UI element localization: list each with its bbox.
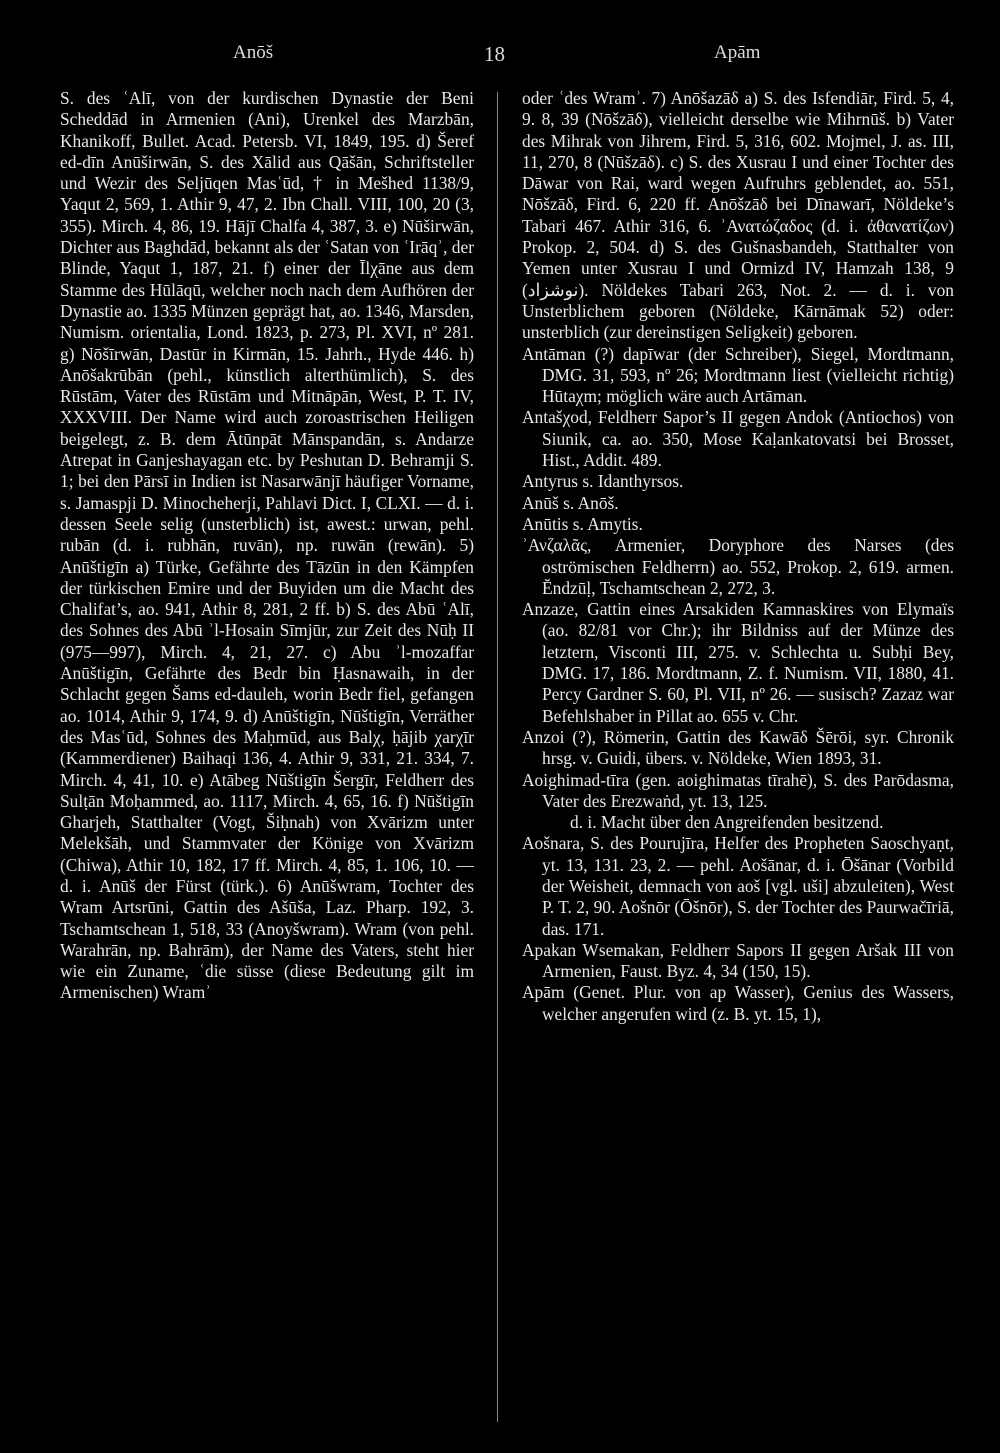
entry-antashxod: Antašχod, Feldherr Sapor’s II gegen Andok (Antiochos) von Siunik, ca. ao. 350, Mose Kaḷankatovatsi bei Brosset, Hist., Addit. 489. — [522, 407, 954, 471]
entry-apam: Apām (Genet. Plur. von ap Wasser), Genius des Wassers, welcher angerufen wird (z. B. yt. 15, 1), — [522, 982, 954, 1024]
entry-apakan-wsemakan: Apakan Wsemakan, Feldherr Sapors II gegen Aršak III von Armenien, Faust. Byz. 4, 34 (150, 15). — [522, 939, 954, 982]
entry-anzoi: Anzoi (?), Römerin, Gattin des Kawāδ Šērōi, syr. Chronik hrsg. v. Guidi, übers. v. Nöldeke, Wien 1893, 31. — [522, 726, 954, 769]
entry-anzaze: Anzaze, Gattin eines Arsakiden Kamnaskires von Elymaïs (ao. 82/81 vor Chr.); ihr Bildniss auf der Münze des letztern, Visconti III, 275. v. Schlechta u. Subḥi Bey, DMG. 17, 186. Mordtmann, Z. f. Numism. VII, 1880, 41. Percy Gardner S. 60, Pl. VII, nº 26. — susisch? Zazaz war Befehlshaber in Pillat ao. 655 v. Chr. — [522, 599, 954, 726]
entry-aoighimad-tira-main: Aoighimad-tīra (gen. aoighimatas tīrahē), S. des Parōdasma, Vater des Erezwaṅd, yt. 13, 125. — [522, 769, 954, 811]
entry-anus: Anūš s. Anōš. — [522, 492, 619, 513]
entry-anzalas: ʾΑνζαλᾶς, Armenier, Doryphore des Narses (des oströmischen Feldherrn) ao. 552, Prokop. 2, 619. armen. Ĕndzūḷ, Tschamtschean 2, 272, 3. — [522, 535, 954, 598]
left-column — [60, 88, 474, 1004]
left-column-text: S. des ʿAlī, von der kurdischen Dynastie der Beni Scheddād in Armenien (Ani), Urenkel des Marzbān, Khanikoff, Bullet. Acad. Petersb. VI, 1849, 195. d) Šeref ed-dīn Anūširwān, S. des Xālid aus Qāšān, Schriftsteller und Wezir des Seljūqen Masʿūd, † in Mešhed 1138/9, Yaqut 2, 569, 1. Athir 9, 47, 2. Ibn Chall. VIII, 100, 20 (3, 355). Mirch. 4, 86, 19. Hājī Chalfa 4, 387, 3. e) Nūširwān, Dichter aus Baghdād, bekannt als der ʿSatan von ʿIrāqʾ, der Blinde, Yaqut 1, 187, 21. f) einer der Īlχāne aus dem Stamme des Hūlāqū, welcher noch nach dem Aufhören der Dynastie ao. 1335 Münzen geprägt hat, ao. 1346, Marsden, Numism. orientalia, Lond. 1823, p. 273, Pl. XVI, nº 281. g) Nōšīrwān, Dastūr in Kirmān, 15. Jahrh., Hyde 446. h) Anōšakrūbān (pehl., künstlich alterthümlich), S. des Rūstām, Vater des Rūstām und Mitnāpān, West, P. T. IV, XXXVIII. Der Name wird auch zoroastrischen Heiligen beigelegt, z. B. dem Ātūnpāt Mānspandān, s. Andarze Atrepat in Ganjeshayagan etc. by Peshutan D. Behramji S. 1; bei den Pārsī in Indien ist Nasarwānjī häufiger Vorname, s. Jamaspji D. Minocheherji, Pahlavi Dict. I, CLXI. — d. i. dessen Seele selig (unsterblich) ist, awest.: urwan, pehl. rubān (d. i. rubhān, ruvān), np. ruwān (rewān). 5) Anūštigīn a) Türke, Gefährte des Tāzūn in den Kämpfen der türkischen Emire und der Buyiden um die Macht des Chalifat’s, ao. 941, Athir 8, 281, 2 ff. b) S. des Abū ʿAlī, des Sohnes des Abū ʾl-Hosain Sīmjūr, zur Zeit des Nūḥ II (975—997), Mirch. 4, 21, 27. c) Abu ʾl-mozaffar Anūštigīn, Gefährte des Bedr bin Ḥasnawaih, in der Schlacht gegen Šams ed-dauleh, worin Bedr fiel, gefangen ao. 1014, Athir 9, 174, 9. d) Anūštigīn, Nūštigīn, Verräther des Masʿūd, Sohnes des Maḥmūd, aus Balχ, ḥājib χarχīr (Kammerdiener) Baihaqi 136, 4. Athir 9, 331, 21. 334, 7. Mirch. 4, 41, 10. e) Atābeg Nūštigīn Šergīr, Feldherr des Sulṭān Moḥammed, ao. 1117, Mirch. 4, 65, 16. f) Nūštigīn Gharjeh, Statthalter (Vogt, Šiḥnah) von Xvārizm unter Melekšāh, und Stammvater der Könige von Xvārizm (Chiwa), Athir 10, 182, 17 ff. Mirch. 4, 85, 1. 106, 10. — d. i. Anūš der Fürst (türk.). 6) Anūšwram, Tochter des Wram Artsrūni, Gattin des Ašūša, Laz. Pharp. 192, 3. Tschamtschean 1, 518, 33 (Anoyšwram). Wram (von pehl. Warahrān, np. Bahrām), der Name des Vaters, steht hier wie ein Zuname, ʿdie süsse (diese Bedeutung gilt im Armenischen) Wramʾ — [60, 88, 474, 1003]
column-divider — [497, 92, 498, 1422]
header-right-catchword: Apām — [714, 42, 761, 63]
header-left-catchword: Anōš — [233, 42, 274, 63]
entry-anutis: Anūtis s. Amytis. — [522, 513, 643, 534]
entry-antaman: Antāman (?) dapīwar (der Schreiber), Siegel, Mordtmann, DMG. 31, 593, nº 26; Mordtmann liest (vielleicht richtig) Hūtaχm; möglich wäre auch Artāman. — [522, 343, 954, 407]
right-column — [522, 88, 954, 1025]
entry-aoighimad-tira-gloss: d. i. Macht über den Angreifenden besitzend. — [570, 812, 884, 833]
entry-antyrus: Antyrus s. Idanthyrsos. — [522, 471, 684, 492]
entry-continuation: oder ʿdes Wramʾ. 7) Anōšazāδ a) S. des Isfendiār, Fird. 5, 4, 9. 8, 39 (Nōšzāδ), vielleicht derselbe wie Mihrnūš. b) Vater des Mihrak von Jihrem, Fird. 5, 316, 602. Mojmel, J. as. III, 11, 270, 8 (Nūšzāδ). c) S. des Xusrau I und einer Tochter des Dāwar von Rai, ward wegen Aufruhrs geblendet, ao. 551, Nōšzāδ, Fird. 6, 220 ff. Anōšzāδ bei Dīnawarī, Nöldeke’s Tabari 467. Athir 316, 6. ʾΑνατώζαδος (d. i. ἀθανατίζων) Prokop. 2, 504. d) S. des Gušnasbandeh, Statthalter von Yemen unter Xusrau I und Ormizd IV, Hamzah 138, 9 (نوشزاد). Nöldekes Tabari 263, Not. 2. — d. i. von Unsterblichem geboren (Nöldeke, Kārnāmak 52) oder: unsterblich (zur dereinstigen Seligkeit) geboren. — [522, 88, 954, 343]
page-number: 18 — [484, 42, 505, 66]
running-header — [0, 42, 1000, 68]
entry-aoighimad-tira — [522, 770, 954, 834]
entry-aosnara: Aošnara, S. des Pourujīra, Helfer des Propheten Saoschyaṇt, yt. 13, 131. 23, 2. — pehl. Aošānar, d. i. Ōšānar (Vorbild der Weisheit, demnach von aoš [vgl. uši] abzuleiten), West P. T. 2, 90. Aošnōr (Ōšnōr), S. der Tochter des Paurwačīriā, das. 171. — [522, 833, 954, 939]
